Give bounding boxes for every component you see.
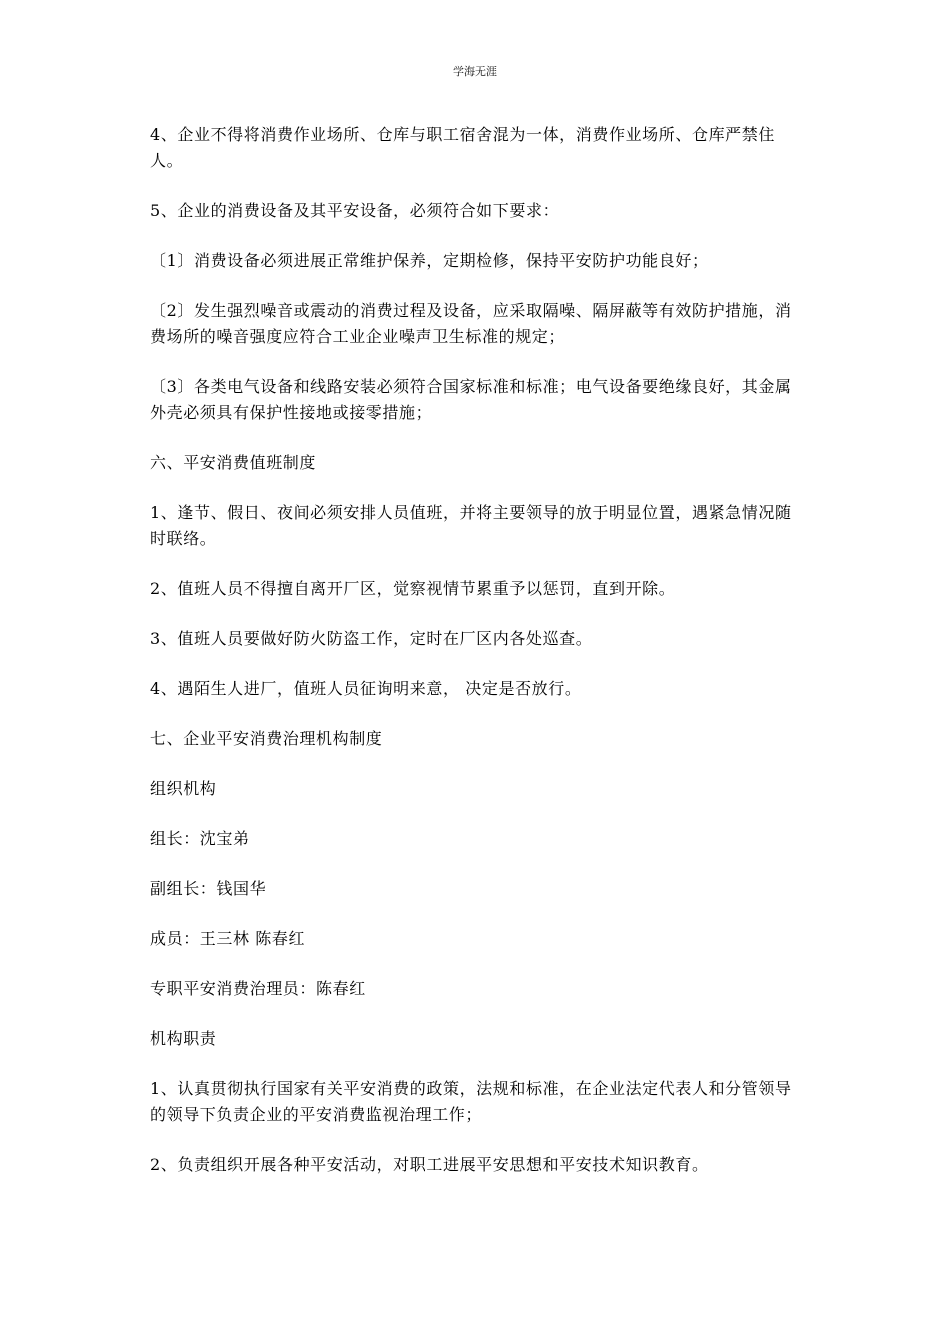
section-heading-management-organization: 七、企业平安消费治理机构制度 <box>150 729 383 748</box>
paragraph-duty-rule-4: 4、遇陌生人进厂，值班人员征询明来意， 决定是否放行。 <box>150 679 582 698</box>
paragraph-responsibility-2: 2、负责组织开展各种平安活动，对职工进展平安思想和平安技术知识教育。 <box>150 1155 709 1174</box>
paragraph-equipment-requirements: 5、企业的消费设备及其平安设备，必须符合如下要求： <box>150 201 560 220</box>
paragraph-requirement-1: 〔1〕消费设备必须进展正常维护保养，定期检修，保持平安防护功能良好； <box>150 251 709 270</box>
paragraph-safety-manager: 专职平安消费治理员：陈春红 <box>150 979 366 998</box>
document-body <box>150 122 800 1202</box>
paragraph-duty-rule-3: 3、值班人员要做好防火防盗工作，定时在厂区内各处巡查。 <box>150 629 593 648</box>
paragraph-duty-rule-1: 1、逢节、假日、夜间必须安排人员值班，并将主要领导的放于明显位置，遇紧急情况随时联络。 <box>150 503 792 548</box>
paragraph-duty-rule-2: 2、值班人员不得擅自离开厂区，觉察视情节累重予以惩罚，直到开除。 <box>150 579 676 598</box>
paragraph-members: 成员：王三林 陈春红 <box>150 929 306 948</box>
page-header: 学海无涯 <box>453 65 497 78</box>
paragraph-requirement-2: 〔2〕发生强烈噪音或震动的消费过程及设备，应采取隔噪、隔屏蔽等有效防护措施，消费场所的噪音强度应符合工业企业噪声卫生标准的规定； <box>150 301 792 346</box>
section-heading-duty-system: 六、平安消费值班制度 <box>150 453 317 472</box>
paragraph-requirement-3: 〔3〕各类电气设备和线路安装必须符合国家标准和标准；电气设备要绝缘良好，其金属外壳必须具有保护性接地或接零措施； <box>150 377 792 422</box>
paragraph-warehouse-rule: 4、企业不得将消费作业场所、仓库与职工宿舍混为一体，消费作业场所、仓库严禁住人。 <box>150 125 775 170</box>
subheading-organization: 组织机构 <box>150 779 217 798</box>
paragraph-responsibility-1: 1、认真贯彻执行国家有关平安消费的政策，法规和标准，在企业法定代表人和分管领导的领导下负责企业的平安消费监视治理工作； <box>150 1079 792 1124</box>
paragraph-deputy-leader: 副组长：钱国华 <box>150 879 267 898</box>
subheading-responsibilities: 机构职责 <box>150 1029 217 1048</box>
paragraph-team-leader: 组长：沈宝弟 <box>150 829 250 848</box>
